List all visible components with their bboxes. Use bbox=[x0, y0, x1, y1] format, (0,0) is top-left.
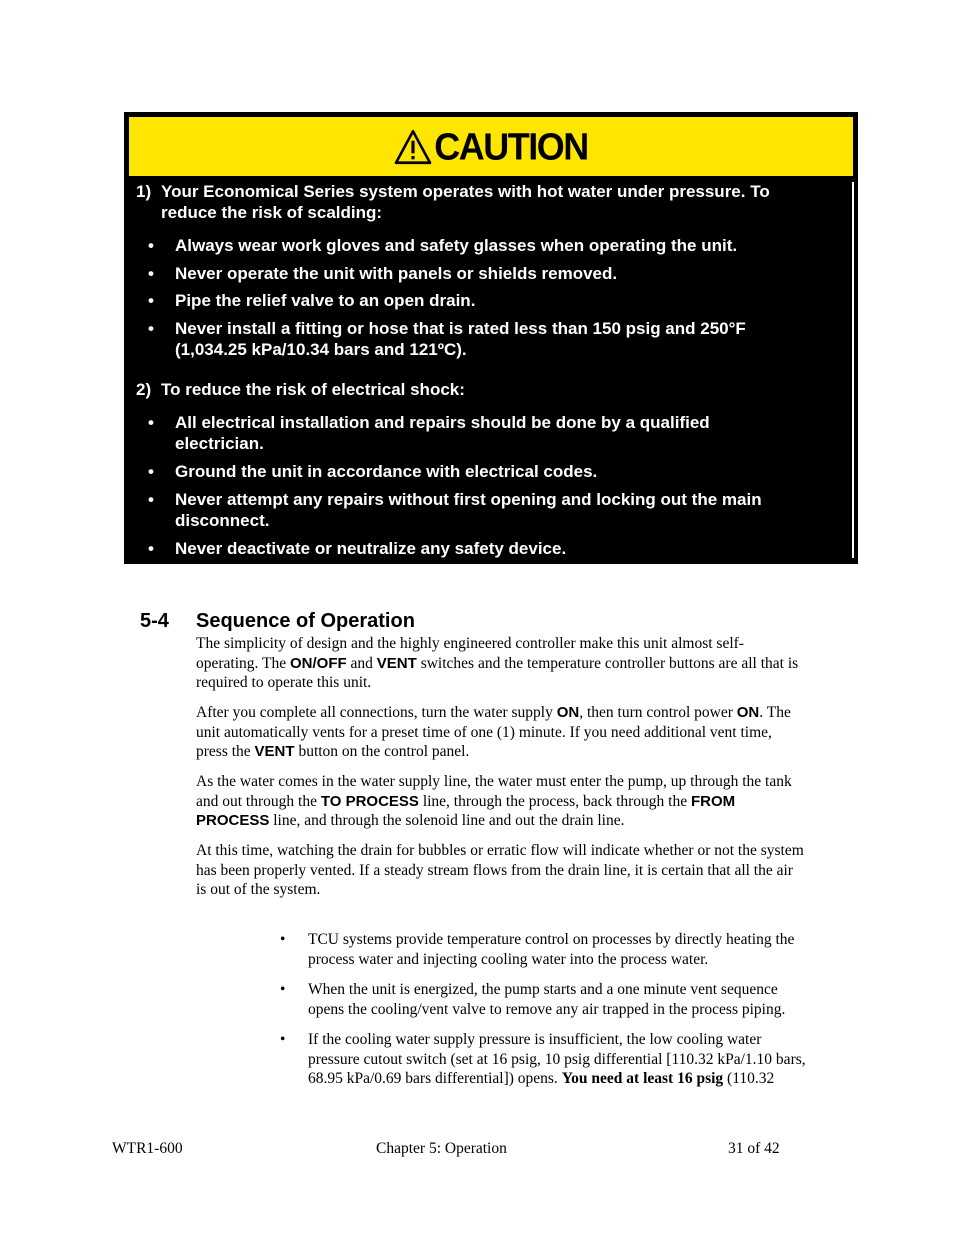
caution-item2-bullet2: Ground the unit in accordance with electrical codes. bbox=[175, 462, 598, 481]
list-item-line: If the cooling water supply pressure is insufficient, the low cooling water bbox=[308, 1031, 762, 1048]
caution-title-text: CAUTION bbox=[434, 124, 588, 168]
on-keyword: ON bbox=[556, 704, 580, 721]
caution-header bbox=[129, 117, 853, 176]
caution-right-rule bbox=[852, 182, 854, 558]
caution-title bbox=[394, 124, 588, 168]
vent-keyword: VENT bbox=[254, 743, 295, 761]
list-bullet: • bbox=[280, 981, 286, 998]
caution-box bbox=[124, 112, 858, 564]
paragraph-3 bbox=[196, 772, 876, 831]
paragraph-line: has been properly vented. If a steady stream flows from the drain line, it is certain that all the air bbox=[196, 861, 793, 879]
caution-item2-bullet1-line1: All electrical installation and repairs should be done by a qualified bbox=[175, 413, 710, 432]
paragraph-2 bbox=[196, 703, 876, 762]
paragraph-4 bbox=[196, 841, 876, 900]
caution-bullet: • bbox=[148, 319, 154, 338]
paragraph-line: required to operate this unit. bbox=[196, 674, 372, 692]
caution-item1-bullet3: Pipe the relief valve to an open drain. bbox=[175, 291, 476, 310]
list-item-line: opens the cooling/vent valve to remove any air trapped in the process piping. bbox=[308, 1000, 786, 1018]
list-item-line: process water and injecting cooling water into the process water. bbox=[308, 950, 709, 968]
paragraph-line: After you complete all connections, turn the water supply ON, then turn control power ON. The bbox=[196, 704, 791, 721]
list-item-line: pressure cutout switch (set at 16 psig, 10 psig differential [110.32 kPa/1.10 bars, bbox=[308, 1050, 806, 1068]
paragraph-line: The simplicity of design and the highly engineered controller make this unit almost self- bbox=[196, 635, 744, 652]
on-off-keyword: ON/OFF bbox=[289, 654, 347, 672]
list-item-1 bbox=[308, 930, 868, 969]
footer-chapter: Chapter 5: Operation bbox=[376, 1140, 507, 1157]
caution-bullet: • bbox=[148, 236, 154, 255]
vent-keyword: VENT bbox=[376, 654, 417, 672]
caution-item1-bullet4-line1: Never install a fitting or hose that is rated less than 150 psig and 250°F bbox=[175, 319, 746, 338]
caution-item2-bullet1-line2: electrician. bbox=[175, 434, 264, 453]
caution-bullet: • bbox=[148, 539, 154, 558]
caution-bullet: • bbox=[148, 413, 154, 432]
min-pressure-emphasis: You need at least 16 psig bbox=[561, 1070, 724, 1088]
caution-item2-bullet4: Never deactivate or neutralize any safety device. bbox=[175, 539, 567, 558]
paragraph-line: press the VENT button on the control panel. bbox=[196, 743, 470, 761]
caution-item1-line1: Your Economical Series system operates with hot water under pressure. To bbox=[161, 182, 770, 201]
caution-item2-number: 2) bbox=[136, 380, 152, 399]
paragraph-line: is out of the system. bbox=[196, 881, 321, 899]
paragraph-line: unit automatically vents for a preset time of one (1) minute. If you need additional vent time, bbox=[196, 723, 772, 741]
caution-item1-bullet2: Never operate the unit with panels or shields removed. bbox=[175, 264, 618, 283]
list-item-line: When the unit is energized, the pump starts and a one minute vent sequence bbox=[308, 981, 778, 998]
caution-item1-bullet1: Always wear work gloves and safety glasses when operating the unit. bbox=[175, 236, 738, 255]
caution-item2-line1: To reduce the risk of electrical shock: bbox=[161, 380, 465, 399]
list-item-3 bbox=[308, 1030, 868, 1089]
paragraph-line: PROCESS line, and through the solenoid line and out the drain line. bbox=[196, 812, 625, 830]
list-item-2 bbox=[308, 980, 868, 1019]
list-item-line: 68.95 kPa/0.69 bars differential]) opens. You need at least 16 psig (110.32 bbox=[308, 1070, 775, 1088]
paragraph-line: operating. The ON/OFF and VENT switches and the temperature controller buttons are all that is bbox=[196, 654, 799, 672]
footer-page-number: 31 of 42 bbox=[728, 1140, 780, 1157]
caution-bullet: • bbox=[148, 291, 154, 310]
caution-bullet: • bbox=[148, 462, 154, 481]
from-process-keyword: PROCESS bbox=[196, 812, 270, 830]
caution-item1-bullet4-line2: (1,034.25 kPa/10.34 bars and 121ºC). bbox=[175, 340, 467, 359]
section-number: 5-4 bbox=[140, 610, 169, 632]
caution-item2-bullet3-line1: Never attempt any repairs without first opening and locking out the main bbox=[175, 490, 762, 509]
caution-item2-bullet3-line2: disconnect. bbox=[175, 511, 270, 530]
paragraph-1 bbox=[196, 634, 876, 693]
warning-triangle-icon bbox=[394, 129, 432, 165]
to-process-keyword: TO PROCESS bbox=[320, 792, 419, 810]
footer-doc-id: WTR1-600 bbox=[112, 1140, 183, 1157]
list-bullet: • bbox=[280, 1031, 286, 1048]
list-bullet: • bbox=[280, 931, 286, 948]
caution-bullet: • bbox=[148, 490, 154, 509]
from-process-keyword: FROM bbox=[690, 792, 736, 810]
paragraph-line: At this time, watching the drain for bubbles or erratic flow will indicate whether or not the system bbox=[196, 842, 804, 859]
paragraph-line: and out through the TO PROCESS line, through the process, back through the FROM bbox=[196, 792, 736, 810]
on-keyword: ON bbox=[736, 704, 760, 721]
section-title: Sequence of Operation bbox=[196, 610, 415, 632]
paragraph-line: As the water comes in the water supply line, the water must enter the pump, up through the tank bbox=[196, 773, 792, 790]
caution-bullet: • bbox=[148, 264, 154, 283]
list-item-line: TCU systems provide temperature control on processes by directly heating the bbox=[308, 931, 795, 948]
caution-item1-line2: reduce the risk of scalding: bbox=[161, 203, 383, 222]
caution-item1-number: 1) bbox=[136, 182, 152, 201]
